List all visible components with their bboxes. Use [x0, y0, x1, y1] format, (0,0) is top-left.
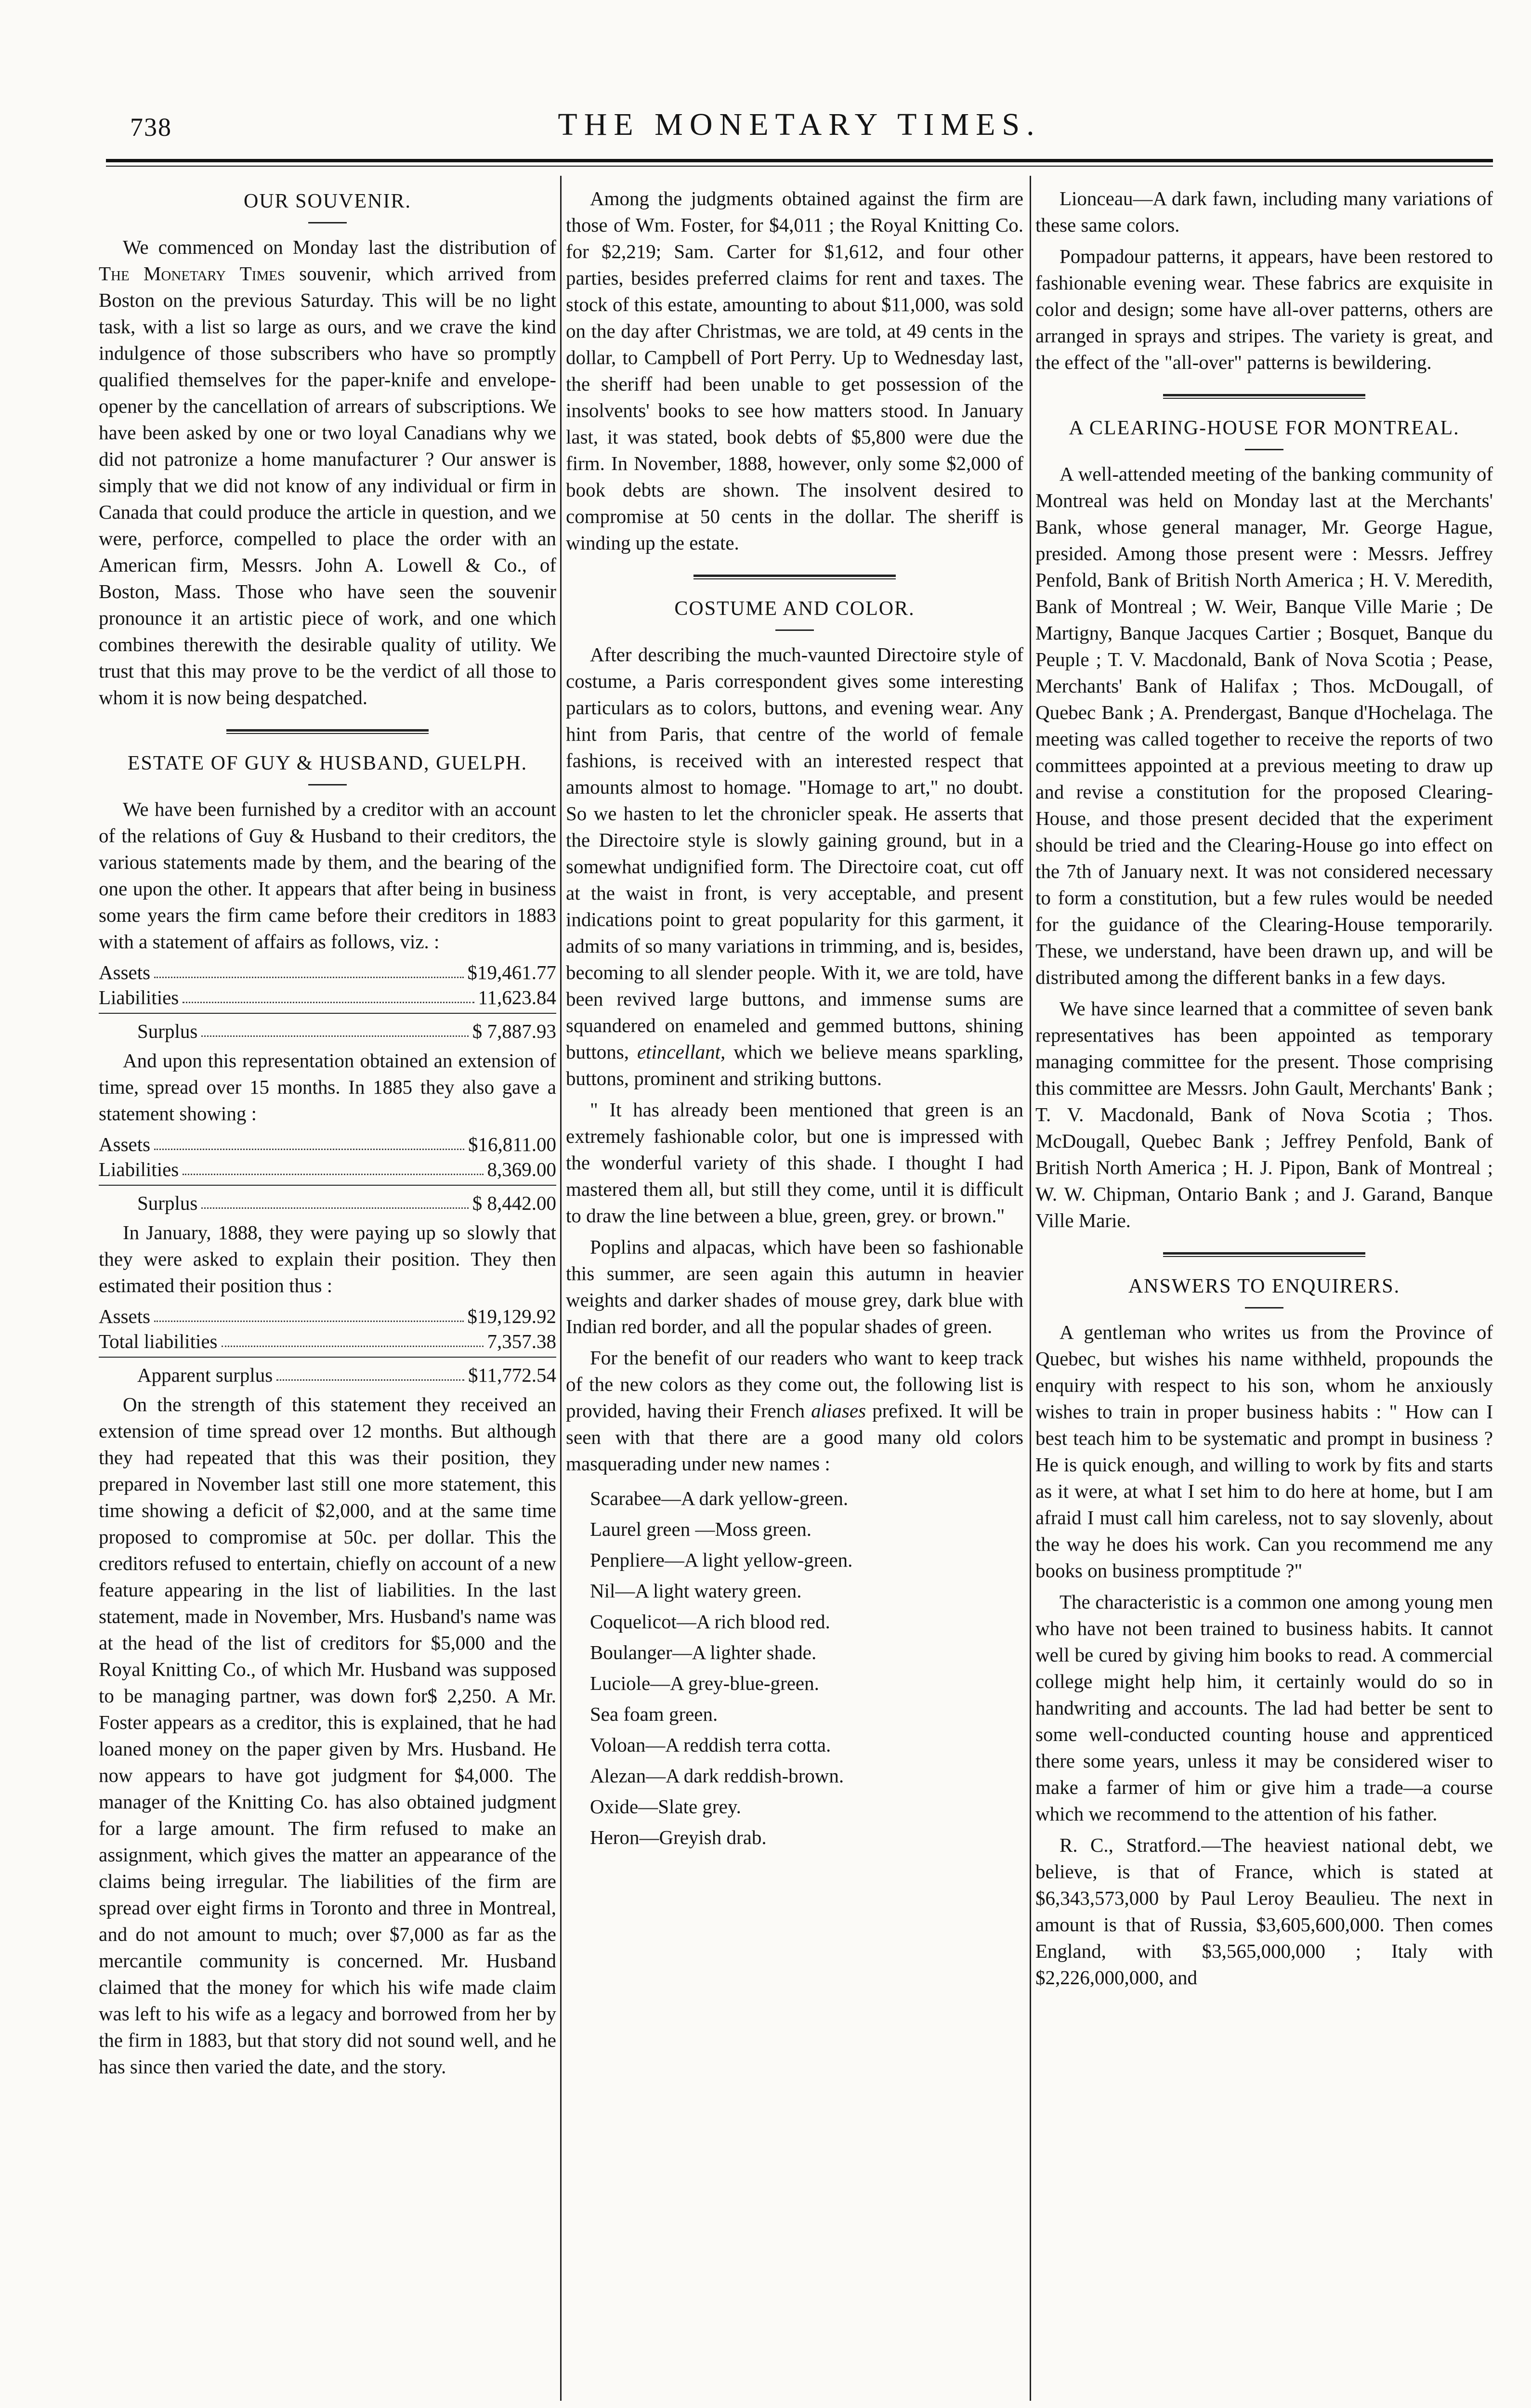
color-item: Heron—Greyish drab. — [590, 1826, 767, 1848]
statement-1883 — [99, 960, 556, 1044]
guy-husband-paragraph-4: On the strength of this statement they received an extension of time spread over 12 months. But although they had repeated that this was their position, they prepared in November last still one more statement, this time showing a deficit of $2,000, and at the same time proposed to compromise at 50c. per dollar. This the creditors refused to entertain, chiefly on account of a new feature appearing in the list of liabilities. In the last statement, made in November, Mrs. Husband's name was at the head of the list of creditors for $5,000 and the Royal Knitting Co., of which Mr. Husband was supposed to be managing partner, was down for$ 2,250. A Mr. Foster appears as a creditor, this is explained, that he had loaned money on the paper given by Mrs. Husband. He now appears to have got judgment for $4,000. The manager of the Knitting Co. has also obtained judgment for a large amount. The firm refused to make an assignment, which gives the matter an appearance of the claims being irregular. The liabilities of the firm are spread over eight firms in Toronto and three in Montreal, and do not amount to much; over $7,000 as far as the mercantile community is concerned. Mr. Husband claimed that the money for which his wife made claim was left to his wife as a legacy and borrowed from her by the firm in 1883, but that story did not sound well, and he has since then varied the date, and the story. — [99, 1393, 556, 2078]
statement-row — [99, 960, 556, 985]
row-label: Assets — [99, 1305, 151, 1327]
statement-1888 — [99, 1304, 556, 1387]
column-1 — [99, 185, 556, 2085]
journal-name-inline: The Monetary Times — [99, 262, 285, 285]
short-rule — [1245, 1307, 1283, 1309]
short-rule — [1245, 449, 1283, 450]
color-item: Boulanger—A lighter shade. — [590, 1641, 817, 1663]
masthead-rule-thick — [106, 159, 1493, 162]
statement-row — [99, 985, 556, 1010]
statement-1885 — [99, 1132, 556, 1216]
souvenir-paragraph — [99, 234, 556, 711]
row-label: Apparent surplus — [137, 1364, 273, 1386]
guy-husband-paragraph-5: Among the judgments obtained against the firm are those of Wm. Foster, for $4,011 ; the Royal Knitting Co. for $2,219; Sam. Carter for $1,612, and four other parties, besides preferred claims for rent and taxes. The stock of this estate, amounting to about $11,000, was sold on the day after Christmas, we are told, at 49 cents in the dollar, to Campbell of Port Perry. Up to Wednesday last, the sheriff had been unable to get possession of the insolvents' books to see how matters stood. In January last, it was stated, book debts of $5,800 were due the firm. In November, 1888, however, only some $2,000 of book debts are shown. The insolvent desired to compromise at 50 cents in the dollar. The sheriff is winding up the estate. — [566, 187, 1023, 554]
page-number: 738 — [130, 113, 172, 142]
column-2-content — [566, 185, 1023, 1853]
journal-title: THE MONETARY TIMES. — [558, 107, 1041, 142]
row-label: Liabilities — [99, 986, 179, 1008]
color-item: Penpliere—A light yellow-green. — [590, 1549, 853, 1571]
answers-paragraph-2: The characteristic is a common one among young men who have not been trained to business habits. It cannot well be cured by giving him books to read. A commercial college might help him, it certainly would do so in handwriting and accounts. The lad had better be sent to some well-conducted counting house and apprenticed there some years, unless it may be considered wiser to make a farmer of him or give him a trade—a course which we recommend to the attention of his father. — [1035, 1591, 1493, 1825]
answers-paragraph-1: A gentleman who writes us from the Province of Quebec, but wishes his name withheld, propounds the enquiry with respect to his son, whom he anxiously wishes to train in proper business habits : " How can I best teach him to be systematic and prompt in business ? He is quick enough, and willing to work by fits and starts as it were, at what I set him to do here at home, but I am afraid I must call him careless, not to say slovenly, about the way he does his work. Can you recommend me any books on business promptitude ?" — [1035, 1321, 1493, 1582]
costume-paragraph-4 — [566, 1345, 1023, 1477]
costume-italic-term: etincellant, — [637, 1041, 726, 1063]
clearing-house-paragraph-2: We have since learned that a committee of seven bank representatives has been appointed as temporary managing committee for the present. Those comprising this committee are Messrs. John Gault, Merchants' Bank ; T. V. Macdonald, Bank of Nova Scotia ; Thos. McDougall, Quebec Bank ; Jeffrey Penfold, Bank of British North America ; H. J. Pipon, Bank of Montreal ; W. W. Chipman, Ontario Bank ; and J. Garand, Banque Ville Marie. — [1035, 997, 1493, 1231]
statement-total — [99, 1357, 556, 1387]
costume-text-c: For the benefit of our readers who want to keep track of the new colors as they come out, the following list is provided, having their French — [566, 1347, 1023, 1422]
column-divider — [560, 176, 562, 2401]
masthead — [106, 104, 1493, 157]
color-item: Voloan—A reddish terra cotta. — [590, 1734, 831, 1756]
souvenir-text-b: souvenir, which arrived from Boston on the previous Saturday. This will be no light task, with a list so large as ours, and we crave the kind indulgence of those subscribers who have so promptly qualified themselves for the paper-knife and envelope-opener by the cancellation of arrears of subscriptions. We have been asked by one or two loyal Canadians why we did not patronize a home manufacturer ? Our answer is simply that we did not know of any individual or firm in Canada that could produce the article in question, and we were, perforce, compelled to place the order with an American firm, Messrs. John A. Lowell & Co., of Boston, Mass. Those who have seen the souvenir pronounce it an artistic piece of work, and one which combines therewith the desirable quality of utility. We trust that this may prove to be the verdict of all those to whom it is now being despatched. — [99, 262, 556, 708]
costume-text-a: After describing the much-vaunted Directoire style of costume, a Paris correspondent gives some interesting particulars as to colors, buttons, and evening wear. Any hint from Paris, that centre of the world of female fashions, is received with an interested respect that amounts almost to homage. "Homage to art," no doubt. So we hasten to let the chronicler speak. He asserts that the Directoire style is slowly gaining ground, but in a somewhat undignified form. The Directoire coat, cut off at the waist in front, is very acceptable, and present indications point to great popularity for this garment, it admits of so many variations in trimming, and is, besides, becoming to all slender people. With it, we are told, have been revived large buttons, and immense sums are squandered on enameled and gemmed buttons, shining buttons, — [566, 643, 1023, 1063]
column-3 — [1035, 185, 1493, 1996]
statement-row — [99, 1157, 556, 1182]
color-item: Luciole—A grey-blue-green. — [590, 1672, 819, 1694]
section-divider — [1163, 1252, 1365, 1257]
souvenir-heading: OUR SOUVENIR. — [243, 190, 411, 212]
statement-row — [99, 1304, 556, 1329]
guy-husband-paragraph-1: We have been furnished by a creditor with an account of the relations of Guy & Husband to their creditors, the various statements made by them, and the bearing of the one upon the other. It appears that after being in business some years the firm came before their creditors in 1883 with a statement of affairs as follows, viz. : — [99, 798, 556, 953]
guy-husband-heading: ESTATE OF GUY & HUSBAND, GUELPH. — [127, 752, 528, 774]
costume-text-b: which we believe means sparkling, buttons, prominent and striking buttons. — [566, 1041, 1023, 1089]
section-divider — [694, 575, 896, 579]
short-rule — [775, 629, 814, 631]
statement-row — [99, 1132, 556, 1157]
row-value: $ 8,442.00 — [472, 1192, 556, 1214]
row-value: $ 7,887.93 — [472, 1020, 556, 1042]
costume-text-d: prefixed. It will be seen with that there are a good many old colors masquerading under new names : — [566, 1400, 1023, 1475]
row-label: Assets — [99, 961, 151, 983]
color-item: Coquelicot—A rich blood red. — [590, 1610, 830, 1633]
section-divider — [226, 729, 429, 734]
color-item: Alezan—A dark reddish-brown. — [590, 1765, 844, 1787]
row-label: Surplus — [137, 1192, 198, 1214]
short-rule — [308, 222, 347, 223]
row-label: Total liabilities — [99, 1330, 218, 1352]
color-item: Sea foam green. — [590, 1703, 718, 1725]
clearing-house-paragraph-1: A well-attended meeting of the banking community of Montreal was held on Monday last at the Merchants' Bank, whose general manager, Mr. George Hague, presided. Among those present were : Messrs. Jeffrey Penfold, Bank of British North America ; H. V. Meredith, Bank of Montreal ; W. Weir, Banque Ville Marie ; De Martigny, Banque Jacques Cartier ; Bosquet, Banque du Peuple ; T. V. Macdonald, Bank of Nova Scotia ; Pease, Merchants' Bank of Halifax ; Thos. McDougall, of Quebec Bank ; A. Prendergast, Banque d'Hochelaga. The meeting was called together to receive the reports of two committees appointed at a previous meeting to draw up and revise a constitution for the proposed Clearing-House, and those present decided that the experiment should be tried and the Clearing-House go into effect on the 7th of January next. It was not considered necessary to form a constitution, but a few rules would be needed for the guidance of the Clearing-House temporarily. These, we understand, have been drawn up, and will be distributed among the different banks in a few days. — [1035, 463, 1493, 988]
guy-husband-paragraph-2: And upon this representation obtained an extension of time, spread over 15 months. In 1885 they also gave a statement showing : — [99, 1049, 556, 1125]
guy-husband-paragraph-3: In January, 1888, they were paying up so slowly that they were asked to explain their position. They then estimated their position thus : — [99, 1221, 556, 1296]
row-value: $11,772.54 — [468, 1364, 556, 1386]
answers-heading: ANSWERS TO ENQUIRERS. — [1128, 1275, 1400, 1297]
costume-paragraph-2: " It has already been mentioned that green is an extremely fashionable color, but one is impressed with the wonderful variety of this shade. I thought I had mastered them all, but still they come, until it is difficult to draw the line between a blue, green, grey. or brown." — [566, 1099, 1023, 1227]
row-value: $19,129.92 — [467, 1305, 556, 1327]
costume-paragraph-5: Lionceau—A dark fawn, including many variations of these same colors. — [1035, 187, 1493, 236]
color-item: Laurel green —Moss green. — [590, 1518, 811, 1540]
statement-total — [99, 1013, 556, 1044]
answers-paragraph-3: R. C., Stratford.—The heaviest national debt, we believe, is that of France, which is stated at $6,343,573,000 by Paul Leroy Beaulieu. The next in amount is that of Russia, $3,605,600,000. Then comes England, with $3,565,000,000 ; Italy with $2,226,000,000, and — [1035, 1834, 1493, 1989]
statement-row — [99, 1329, 556, 1354]
color-item: Oxide—Slate grey. — [590, 1795, 741, 1818]
color-list — [590, 1483, 1023, 1853]
costume-paragraph-1 — [566, 641, 1023, 1092]
statement-total — [99, 1185, 556, 1216]
row-value: $19,461.77 — [467, 961, 556, 983]
color-item: Scarabee—A dark yellow-green. — [590, 1487, 849, 1509]
row-label: Liabilities — [99, 1158, 179, 1180]
row-label: Surplus — [137, 1020, 198, 1042]
clearing-house-heading: A CLEARING-HOUSE FOR MONTREAL. — [1069, 417, 1460, 439]
color-item: Nil—A light watery green. — [590, 1580, 802, 1602]
masthead-rule-thin — [106, 166, 1493, 167]
section-divider — [1163, 394, 1365, 399]
souvenir-text-a: We commenced on Monday last the distribution of — [123, 236, 556, 258]
row-value: 7,357.38 — [487, 1330, 556, 1352]
costume-italic-aliases: aliases — [811, 1400, 866, 1422]
costume-heading: COSTUME AND COLOR. — [674, 598, 915, 620]
short-rule — [308, 784, 347, 785]
row-label: Assets — [99, 1133, 151, 1155]
row-value: $16,811.00 — [468, 1133, 556, 1155]
row-value: 8,369.00 — [487, 1158, 556, 1180]
costume-paragraph-6: Pompadour patterns, it appears, have been restored to fashionable evening wear. These fabrics are exquisite in color and design; some have all-over patterns, others are arranged in sprays and stripes. The variety is great, and the effect of the "all-over" patterns is bewildering. — [1035, 245, 1493, 373]
costume-paragraph-3: Poplins and alpacas, which have been so fashionable this summer, are seen again this autumn in heavier weights and darker shades of mouse grey, dark blue with Indian red border, and all the popular shades of green. — [566, 1236, 1023, 1337]
column-divider — [1030, 176, 1031, 2401]
row-value: 11,623.84 — [478, 986, 556, 1008]
